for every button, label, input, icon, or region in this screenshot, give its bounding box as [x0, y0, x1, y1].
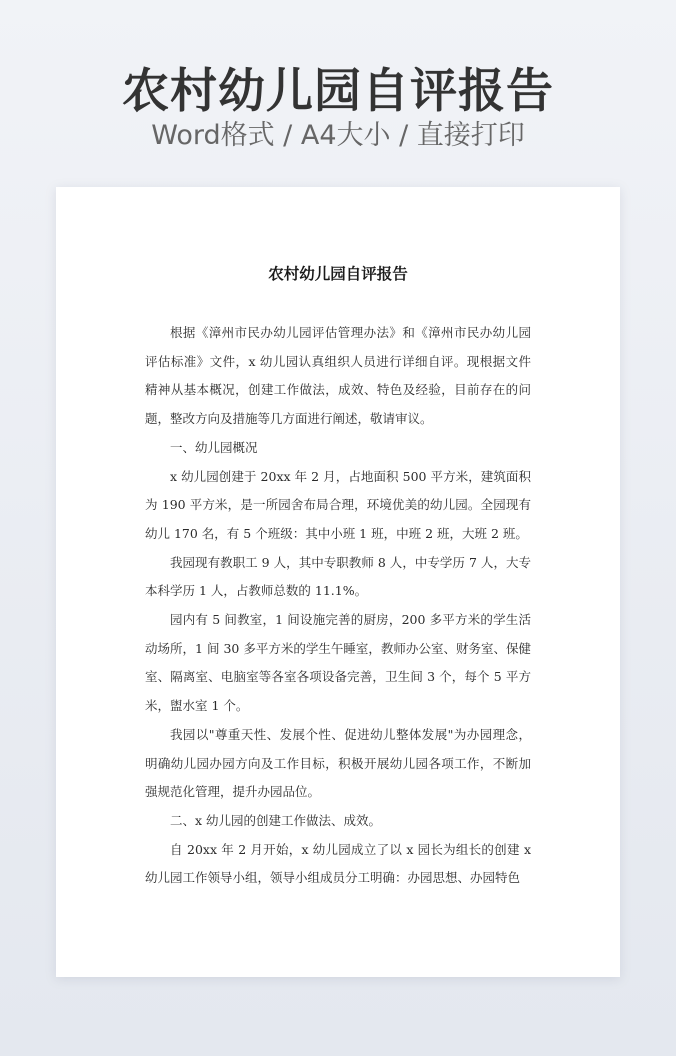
document-body: [145, 319, 531, 893]
document-title: 农村幼儿园自评报告: [268, 265, 408, 283]
document-page: [56, 187, 620, 977]
paragraph-founding: x 幼儿园创建于 20xx 年 2 月，占地面积 500 平方米，建筑面积为 190 平方米，是一所园舍布局合理，环境优美的幼儿园。全园现有幼儿 170 名，有 5 个班级：其中小班 1 班，中班 2 班，大班 2 班。: [145, 468, 531, 541]
paragraph-leadership: 自 20xx 年 2 月开始，x 幼儿园成立了以 x 园长为组长的创建 x 幼儿园工作领导小组，领导小组成员分工明确：办园思想、办园特色: [145, 841, 531, 886]
paragraph-staff: 我园现有教职工 9 人，其中专职教师 8 人，中专学历 7 人，大专本科学历 1 人，占教师总数的 11.1%。: [145, 554, 531, 599]
paragraph-philosophy: 我园以"尊重天性、发展个性、促进幼儿整体发展"为办园理念，明确幼儿园办园方向及工作目标，积极开展幼儿园各项工作，不断加强规范化管理，提升办园品位。: [145, 726, 531, 800]
paragraph-facilities: 园内有 5 间教室，1 间设施完善的厨房，200 多平方米的学生活动场所，1 间 30 多平方米的学生午睡室，教师办公室、财务室、保健室、隔离室、电脑室等各室各项设备完善，卫生间 3 个，每个 5 平方米，盥水室 1 个。: [145, 612, 531, 714]
section-heading-practices: 二、x 幼儿园的创建工作做法、成效。: [170, 812, 382, 828]
banner-title: 农村幼儿园自评报告: [122, 64, 554, 119]
section-heading-overview: 一、幼儿园概况: [170, 439, 258, 455]
banner-subtitle: Word格式 / A4大小 / 直接打印: [151, 120, 525, 151]
paragraph-intro: 根据《漳州市民办幼儿园评估管理办法》和《漳州市民办幼儿园评估标准》文件，x 幼儿园认真组织人员进行详细自评。现根据文件精神从基本概况，创建工作做法，成效、特色及经验，目前存在的问题，整改方向及措施等几方面进行阐述，敬请审议。: [145, 325, 531, 427]
